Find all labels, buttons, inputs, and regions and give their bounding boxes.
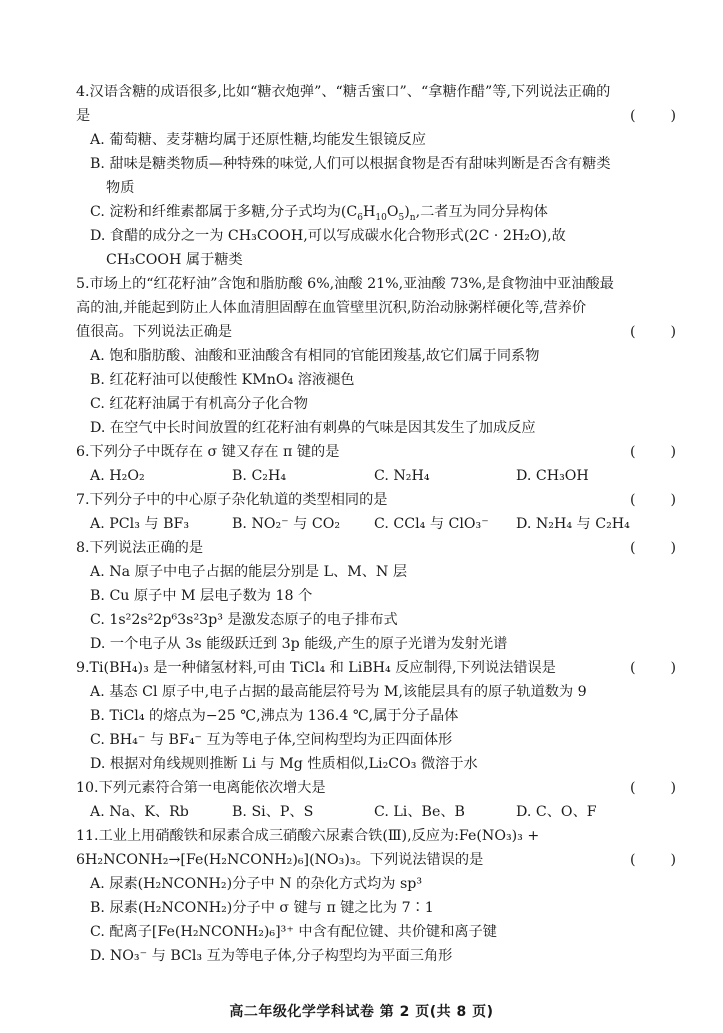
answer-bracket[interactable]: ( ) <box>630 444 676 460</box>
answer-bracket[interactable]: ( ) <box>630 108 676 124</box>
q11-stem-line2: 6H₂NCONH₂→[Fe(H₂NCONH₂)₆](NO₃)₃。下列说法错误的是 ( ) <box>76 848 658 872</box>
q4-stem-line1: 4.汉语含糖的成语很多,比如“糖衣炮弹”、“糖舌蜜口”、“拿糖作醋”等,下列说法正确的 <box>76 84 611 100</box>
q4-option-d-line1: D. 食醋的成分之一为 CH₃COOH,可以写成碳水化合物形式(2C · 2H₂O),故 <box>90 228 566 244</box>
question-4 <box>76 80 676 272</box>
q10-option-a: A. Na、K、Rb <box>90 804 189 820</box>
q7-option-b: B. NO₂⁻ 与 CO₂ <box>232 516 341 532</box>
q4-option-b-line2: 物质 <box>106 180 135 196</box>
q4-option-d-line2: CH₃COOH 属于糖类 <box>106 252 243 268</box>
q6-option-a: A. H₂O₂ <box>90 468 145 484</box>
answer-bracket[interactable]: ( ) <box>630 852 676 868</box>
question-6 <box>76 440 676 488</box>
q8-stem: 8.下列说法正确的是 ( ) <box>76 536 658 560</box>
answer-bracket[interactable]: ( ) <box>630 780 676 796</box>
q6-option-d: D. CH₃OH <box>516 468 589 484</box>
question-5 <box>76 272 676 440</box>
question-9 <box>76 656 676 776</box>
question-7 <box>76 488 676 536</box>
q4-option-c: C. 淀粉和纤维素都属于多糖,分子式均为$(C_6H_{10}O_5)_n$,二者互为同分异构体 <box>90 204 548 223</box>
q11-option-b: B. 尿素(H₂NCONH₂)分子中 σ 键与 π 键之比为 7∶1 <box>90 900 434 916</box>
q8-option-d: D. 一个电子从 3s 能级跃迁到 3p 能级,产生的原子光谱为发射光谱 <box>90 636 508 652</box>
q4-stem-line2: 是 ( ) <box>76 104 658 128</box>
q6-option-c: C. N₂H₄ <box>374 468 430 484</box>
question-8 <box>76 536 676 656</box>
q6-option-b: B. C₂H₄ <box>232 468 287 484</box>
q8-option-b: B. Cu 原子中 M 层电子数为 18 个 <box>90 588 313 604</box>
q5-stem-line2: 高的油,并能起到防止人体血清胆固醇在血管壁里沉积,防治动脉粥样硬化等,营养价 <box>76 300 587 316</box>
q10-options <box>76 800 658 824</box>
q10-option-b: B. Si、P、S <box>232 804 314 820</box>
q7-option-d: D. N₂H₄ 与 C₂H₄ <box>516 516 630 532</box>
q9-option-b: B. TiCl₄ 的熔点为−25 ℃,沸点为 136.4 ℃,属于分子晶体 <box>90 708 459 724</box>
q5-stem-line1: 5.市场上的“红花籽油”含饱和脂肪酸 6%,油酸 21%,亚油酸 73%,是食物油中亚油酸最 <box>76 276 614 292</box>
q9-stem: 9.Ti(BH₄)₃ 是一种储氢材料,可由 TiCl₄ 和 LiBH₄ 反应制得,下列说法错误是 ( ) <box>76 656 658 680</box>
q5-stem-line3: 值很高。下列说法正确是 ( ) <box>76 320 658 344</box>
q4-option-a: A. 葡萄糖、麦芽糖均属于还原性糖,均能发生银镜反应 <box>90 132 426 148</box>
q10-stem: 10.下列元素符合第一电离能依次增大是 ( ) <box>76 776 658 800</box>
q11-stem-line1: 11.工业上用硝酸铁和尿素合成三硝酸六尿素合铁(Ⅲ),反应为:Fe(NO₃)₃ + <box>76 828 540 844</box>
q5-option-a: A. 饱和脂肪酸、油酸和亚油酸含有相同的官能团羧基,故它们属于同系物 <box>90 348 540 364</box>
q6-stem: 6.下列分子中既存在 σ 键又存在 π 键的是 ( ) <box>76 440 658 464</box>
q5-option-d: D. 在空气中长时间放置的红花籽油有刺鼻的气味是因其发生了加成反应 <box>90 420 536 436</box>
question-10 <box>76 776 676 824</box>
q5-option-b: B. 红花籽油可以使酸性 KMnO₄ 溶液褪色 <box>90 372 355 388</box>
answer-bracket[interactable]: ( ) <box>630 660 676 676</box>
q11-option-d: D. NO₃⁻ 与 BCl₃ 互为等电子体,分子构型均为平面三角形 <box>90 948 453 964</box>
q8-option-c: C. 1s²2s²2p⁶3s²3p³ 是激发态原子的电子排布式 <box>90 612 398 628</box>
q8-option-a: A. Na 原子中电子占据的能层分别是 L、M、N 层 <box>90 564 408 580</box>
answer-bracket[interactable]: ( ) <box>630 324 676 340</box>
answer-bracket[interactable]: ( ) <box>630 492 676 508</box>
q7-option-c: C. CCl₄ 与 ClO₃⁻ <box>374 516 489 532</box>
q5-option-c: C. 红花籽油属于有机高分子化合物 <box>90 396 308 412</box>
q9-option-a: A. 基态 Cl 原子中,电子占据的最高能层符号为 M,该能层具有的原子轨道数为 9 <box>90 684 587 700</box>
q11-option-a: A. 尿素(H₂NCONH₂)分子中 N 的杂化方式均为 sp³ <box>90 876 423 892</box>
q7-option-a: A. PCl₃ 与 BF₃ <box>90 516 190 532</box>
question-11 <box>76 824 676 968</box>
page-footer: 高二年级化学学科试卷 第 2 页(共 8 页) <box>229 1004 494 1020</box>
q10-option-c: C. Li、Be、B <box>374 804 465 820</box>
q9-option-d: D. 根据对角线规则推断 Li 与 Mg 性质相似,Li₂CO₃ 微溶于水 <box>90 756 478 772</box>
q7-stem: 7.下列分子中的中心原子杂化轨道的类型相同的是 ( ) <box>76 488 658 512</box>
q7-options <box>76 512 658 536</box>
q6-options <box>76 464 658 488</box>
q11-option-c: C. 配离子[Fe(H₂NCONH₂)₆]³⁺ 中含有配位键、共价键和离子键 <box>90 924 497 940</box>
q4-option-b-line1: B. 甜味是糖类物质—种特殊的味觉,人们可以根据食物是否有甜味判断是否含有糖类 <box>90 156 611 172</box>
answer-bracket[interactable]: ( ) <box>630 540 676 556</box>
q9-option-c: C. BH₄⁻ 与 BF₄⁻ 互为等电子体,空间构型均为正四面体形 <box>90 732 453 748</box>
q10-option-d: D. C、O、F <box>516 804 597 820</box>
